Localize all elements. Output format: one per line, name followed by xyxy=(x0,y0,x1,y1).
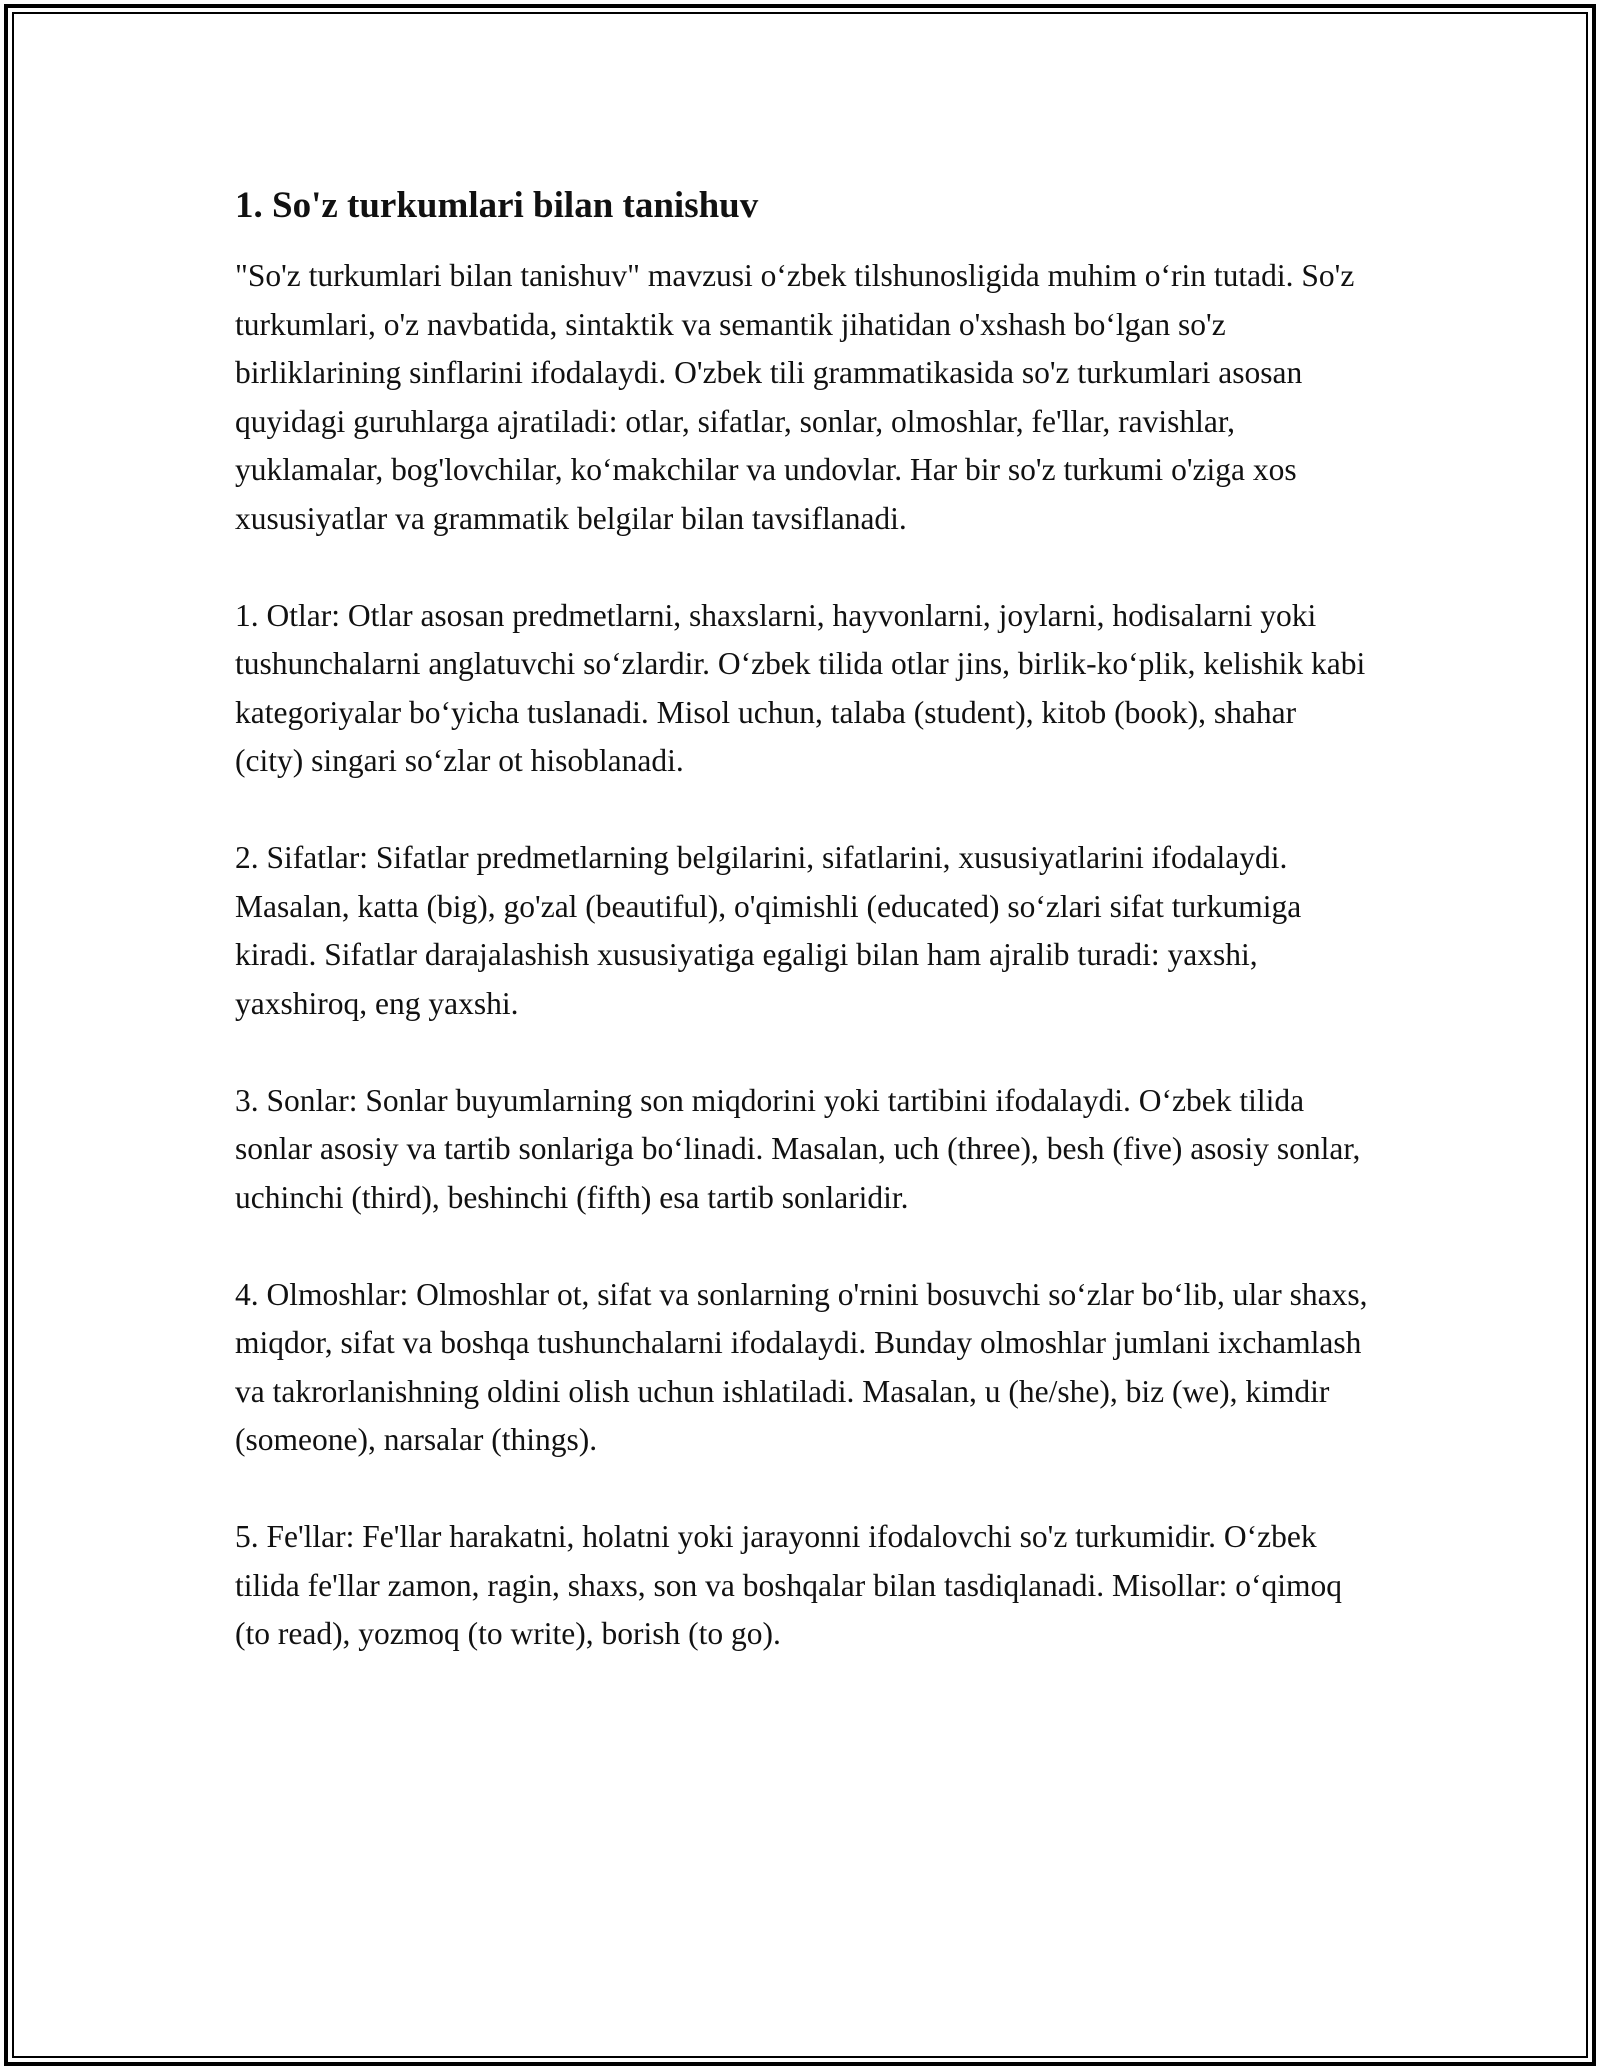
document-body xyxy=(235,182,1370,1707)
paragraph-otlar: 1. Otlar: Otlar asosan predmetlarni, shaxslarni, hayvonlarni, joylarni, hodisalarni yoki tushunchalarni anglatuvchi so‘zlardir. O‘zbek tilida otlar jins, birlik-ko‘plik, kelishik kabi kategoriyalar bo‘yicha tuslanadi. Misol uchun, talaba (student), kitob (book), shahar (city) singari so‘zlar ot hisoblanadi. xyxy=(235,597,1366,778)
paragraph-sifatlar: 2. Sifatlar: Sifatlar predmetlarning belgilarini, sifatlarini, xususiyatlarini ifodalaydi. Masalan, katta (big), go'zal (beautiful), o'qimishli (educated) so‘zlari sifat turkumiga kiradi. Sifatlar darajalashish xususiyatiga egaligi bilan ham ajralib turadi: yaxshi, yaxshiroq, eng yaxshi. xyxy=(235,840,1302,1021)
paragraph-olmoshlar: 4. Olmoshlar: Olmoshlar ot, sifat va sonlarning o'rnini bosuvchi so‘zlar bo‘lib, ular shaxs, miqdor, sifat va boshqa tushunchalarni ifodalaydi. Bunday olmoshlar jumlani ixchamlash va takrorlanishning oldini olish uchun ishlatiladi. Masalan, u (he/she), biz (we), kimdir (someone), narsalar (things). xyxy=(235,1276,1368,1457)
document-title: 1. So'z turkumlari bilan tanishuv xyxy=(235,185,759,226)
paragraph-intro: "So'z turkumlari bilan tanishuv" mavzusi o‘zbek tilshunosligida muhim o‘rin tutadi. So'z turkumlari, o'z navbatida, sintaktik va semantik jihatidan o'xshash bo‘lgan so'z birliklarining sinflarini ifodalaydi. O'zbek tili grammatikasida so'z turkumlari asosan quyidagi guruhlarga ajratiladi: otlar, sifatlar, sonlar, olmoshlar, fe'llar, ravishlar, yuklamalar, bog'lovchilar, ko‘makchilar va undovlar. Har bir so'z turkumi o'ziga xos xususiyatlar va grammatik belgilar bilan tavsiflanadi. xyxy=(235,258,1355,536)
paragraph-fellar: 5. Fe'llar: Fe'llar harakatni, holatni yoki jarayonni ifodalovchi so'z turkumidir. O‘zbek tilida fe'llar zamon, ragin, shaxs, son va boshqalar bilan tasdiqlanadi. Misollar: o‘qimoq (to read), yozmoq (to write), borish (to go). xyxy=(235,1519,1343,1651)
paragraph-sonlar: 3. Sonlar: Sonlar buyumlarning son miqdorini yoki tartibini ifodalaydi. O‘zbek tilida sonlar asosiy va tartib sonlariga bo‘linadi. Masalan, uch (three), besh (five) asosiy sonlar, uchinchi (third), beshinchi (fifth) esa tartib sonlaridir. xyxy=(235,1082,1361,1215)
